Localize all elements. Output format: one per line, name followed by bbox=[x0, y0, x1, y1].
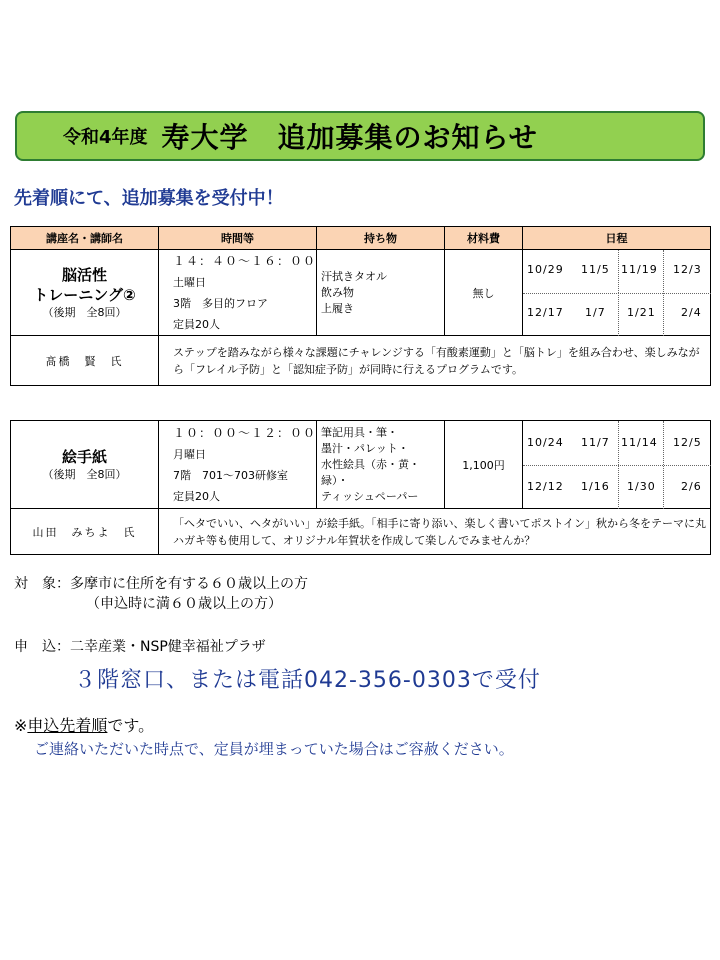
note-detail: ご連絡いただいた時点で、定員が埋まっていた場合はご容赦ください。 bbox=[34, 740, 514, 758]
note-mark: ※ bbox=[14, 716, 28, 735]
apply-place: 二幸産業・NSP健幸福祉プラザ bbox=[70, 639, 266, 655]
schedule-date: 2/6 bbox=[681, 480, 702, 493]
course-name-cell bbox=[11, 421, 159, 509]
course-time: １０：００～１２：００ bbox=[173, 425, 317, 440]
course-place: 3階 多目的フロア bbox=[173, 296, 268, 310]
item: 上履き bbox=[321, 301, 354, 315]
schedule-date: 11/19 bbox=[621, 263, 658, 276]
target-section bbox=[14, 574, 308, 614]
table-header-row bbox=[11, 227, 711, 250]
course-term: （後期 全8回） bbox=[42, 467, 127, 481]
course-schedule bbox=[523, 421, 711, 509]
course-name: 絵手紙 bbox=[61, 447, 107, 466]
phone-line: ３階窓口、または電話042-356-0303で受付 bbox=[74, 668, 541, 693]
item: 筆記用具・筆・ bbox=[321, 425, 398, 439]
header-fee: 材料費 bbox=[445, 227, 523, 250]
item: 墨汁・パレット・ bbox=[321, 441, 409, 455]
schedule-date: 12/12 bbox=[527, 480, 564, 493]
item: 水性絵具（赤・黄・ bbox=[321, 457, 420, 471]
item: 緑）・ bbox=[321, 473, 349, 487]
course-capacity: 定員20人 bbox=[173, 489, 220, 503]
course-description: 「ヘタでいい、ヘタがいい」が絵手紙。「相手に寄り添い、楽しく書いてポストイン」秋から冬をテーマに丸ハガキ等も使用して、オリジナル年賀状を作成して楽しんでみませんか？ bbox=[159, 509, 711, 555]
course-items bbox=[317, 250, 445, 336]
header-time: 時間等 bbox=[159, 227, 317, 250]
course-term: （後期 全8回） bbox=[42, 305, 127, 319]
course-place: 7階 701～703研修室 bbox=[173, 468, 288, 482]
target-line1: 多摩市に住所を有する６０歳以上の方 bbox=[70, 576, 308, 592]
lecturer-name: 髙橋 賢 氏 bbox=[11, 336, 159, 386]
course-items bbox=[317, 421, 445, 509]
subheading: 先着順にて、追加募集を受付中！ bbox=[14, 188, 284, 209]
course-description: ステップを踏みながら様々な課題にチャレンジする「有酸素運動」と「脳トレ」を組み合わせ、楽しみながら「フレイル予防」と「認知症予防」が同時に行えるプログラムです。 bbox=[159, 336, 711, 386]
course-fee: 無し bbox=[445, 250, 523, 336]
schedule-date: 1/21 bbox=[627, 306, 656, 319]
apply-label: 申 込： bbox=[14, 639, 70, 655]
course-fee: 1,100円 bbox=[445, 421, 523, 509]
schedule-date: 12/17 bbox=[527, 306, 564, 319]
course-schedule bbox=[523, 250, 711, 336]
schedule-date: 11/5 bbox=[581, 263, 610, 276]
schedule-date: 1/30 bbox=[627, 480, 656, 493]
note-underlined: 申込先着順 bbox=[27, 716, 108, 735]
course-table-1 bbox=[10, 226, 711, 386]
lecturer-name: 山田 みちよ 氏 bbox=[11, 509, 159, 555]
course-info bbox=[159, 250, 317, 336]
header-items: 持ち物 bbox=[317, 227, 445, 250]
schedule-date: 2/4 bbox=[681, 306, 702, 319]
header-schedule: 日程 bbox=[523, 227, 711, 250]
course-day: 土曜日 bbox=[173, 275, 206, 289]
schedule-date: 11/14 bbox=[621, 436, 658, 449]
schedule-date: 10/24 bbox=[527, 436, 564, 449]
course-capacity: 定員20人 bbox=[173, 317, 220, 331]
title-banner bbox=[15, 111, 705, 161]
header-course: 講座名・講師名 bbox=[11, 227, 159, 250]
item: 飲み物 bbox=[321, 285, 354, 299]
course-day: 月曜日 bbox=[173, 447, 206, 461]
target-label: 対 象： bbox=[14, 576, 70, 592]
course-table-2 bbox=[10, 420, 711, 555]
banner-year: 令和4年度 bbox=[63, 127, 148, 148]
schedule-date: 12/5 bbox=[673, 436, 702, 449]
item: 汗拭きタオル bbox=[321, 269, 387, 283]
course-info bbox=[159, 421, 317, 509]
schedule-date: 1/16 bbox=[581, 480, 610, 493]
course-name-cell bbox=[11, 250, 159, 336]
schedule-date: 10/29 bbox=[527, 263, 564, 276]
schedule-date: 12/3 bbox=[673, 263, 702, 276]
target-line2: （申込時に満６０歳以上の方） bbox=[86, 596, 282, 612]
schedule-date: 1/7 bbox=[585, 306, 606, 319]
course-time: １４：４０～１６：００ bbox=[173, 253, 317, 268]
course-name: 脳活性 トレーニング② bbox=[33, 265, 136, 304]
item: ティッシュペーパー bbox=[321, 489, 419, 503]
note-rest: です。 bbox=[107, 716, 155, 735]
schedule-date: 11/7 bbox=[581, 436, 610, 449]
apply-section bbox=[14, 636, 266, 656]
banner-title: 寿大学 追加募集のお知らせ bbox=[161, 121, 538, 154]
note bbox=[14, 713, 154, 736]
